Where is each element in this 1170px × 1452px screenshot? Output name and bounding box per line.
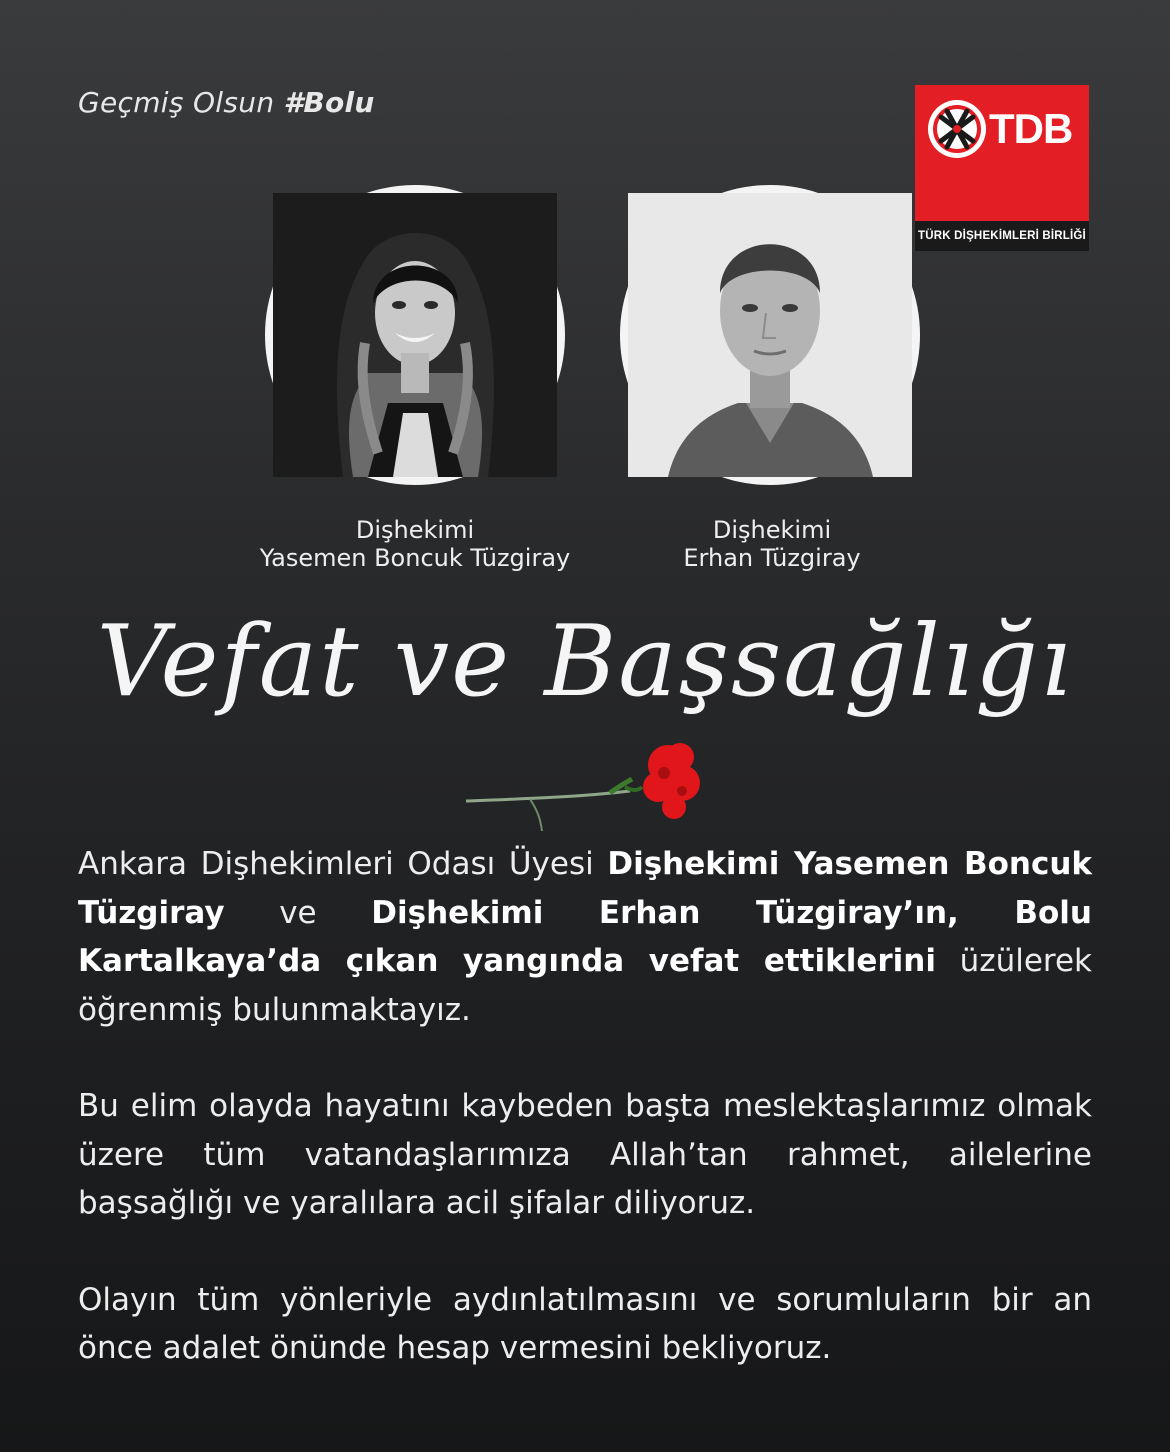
portrait-woman-image <box>273 193 557 477</box>
p1-bold-1: Dişhekimi Yasemen Boncuk Tüzgiray <box>78 846 1092 931</box>
p1-text-1: Ankara Dişhekimleri Odası Üyesi <box>78 846 608 882</box>
caption-yasemen <box>215 516 615 572</box>
logo-full-name: TÜRK DİŞHEKİMLERİ BİRLİĞİ <box>915 221 1089 251</box>
paragraph-3: Olayın tüm yönleriyle aydınlatılmasını ve sorumluların bir an önce adalet önünde hesap vermesini bekliyoruz. <box>78 1281 1092 1366</box>
p1-bold-2: Dişhekimi Erhan Tüzgiray’ın, Bolu Kartalkaya’da çıkan yangında vefat ettiklerini <box>78 894 1092 979</box>
logo-abbreviation: TDB <box>989 105 1073 152</box>
red-carnation-icon <box>460 735 710 835</box>
p1-text-3: üzülerek öğrenmiş bulunmaktayız. <box>78 943 1092 1028</box>
tagline-hashtag: #Bolu <box>283 86 375 119</box>
p1-text-2: ve <box>224 894 372 931</box>
heading-text: Vefat ve Başsağlığı <box>96 605 1074 719</box>
tagline <box>78 86 375 119</box>
tdb-logo <box>915 85 1089 251</box>
caption-title: Dişhekimi <box>712 516 832 544</box>
tagline-prefix: Geçmiş Olsun <box>78 86 284 119</box>
caption-name: Erhan Tüzgiray <box>683 544 861 572</box>
body-text <box>78 840 1092 1421</box>
portrait-yasemen <box>265 185 565 485</box>
paragraph-1 <box>78 840 1092 1034</box>
caption-name: Yasemen Boncuk Tüzgiray <box>259 544 571 572</box>
caption-erhan <box>572 516 972 572</box>
portrait-erhan <box>620 185 920 485</box>
paragraph-2: Bu elim olayda hayatını kaybeden başta meslektaşlarımız olmak üzere tüm vatandaşlarımıza Allah’tan rahmet, ailelerine başsağlığı ve yaralılara acil şifalar diliyoruz. <box>78 1088 1092 1221</box>
tdb-knot-icon <box>925 97 989 161</box>
portrait-man-image <box>628 193 912 477</box>
caption-title: Dişhekimi <box>355 516 475 544</box>
